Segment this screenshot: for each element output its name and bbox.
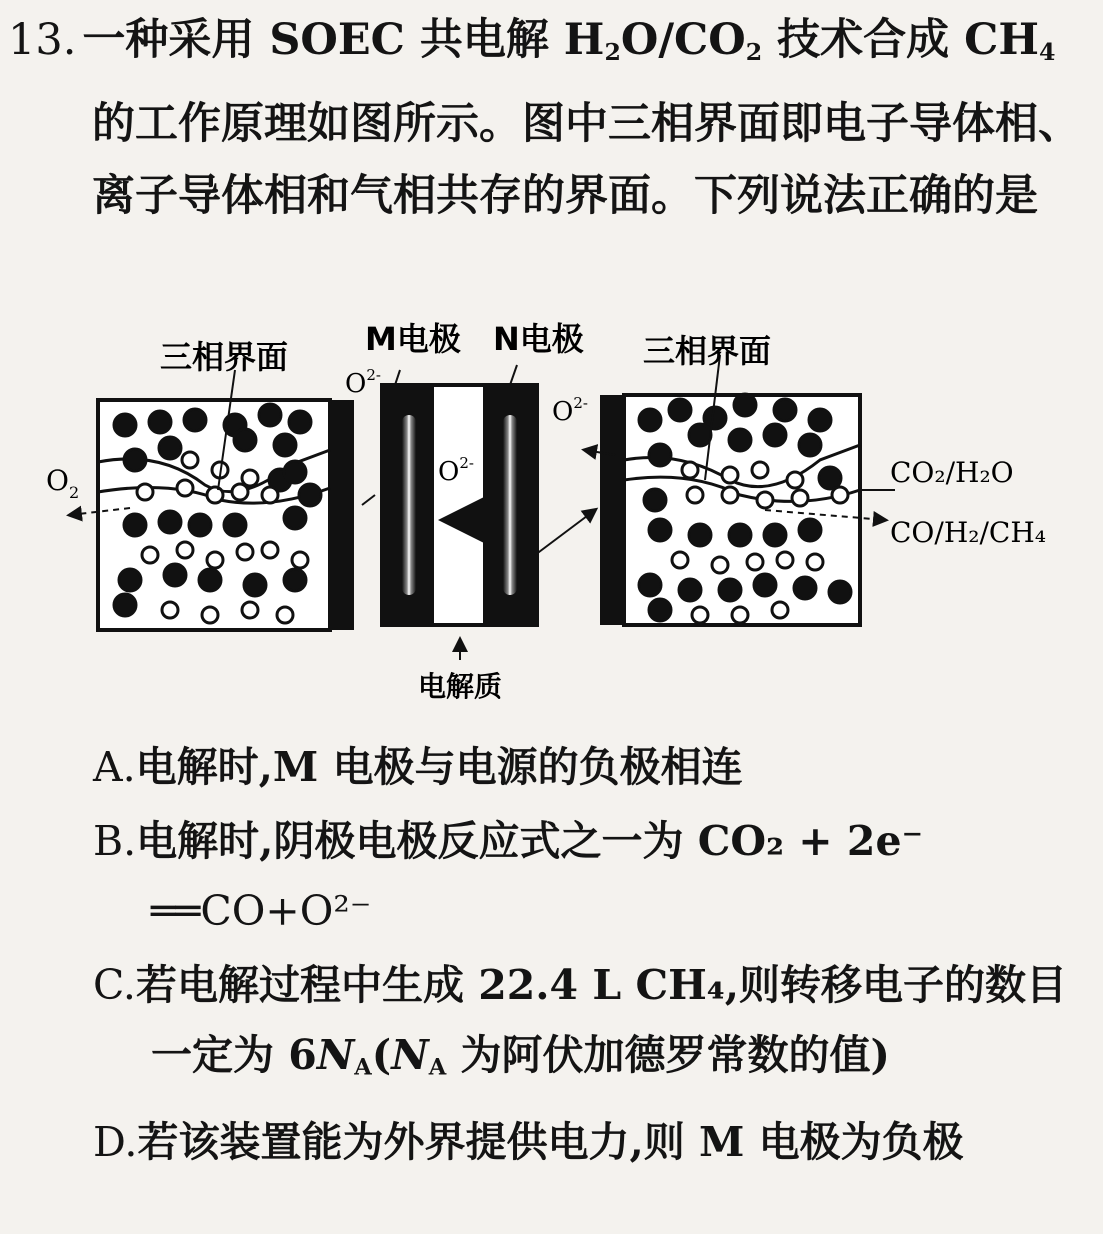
o2minus-label-left: $O^{2-}$ xyxy=(345,366,381,399)
option-a-text: 电解时,M 电极与电源的负极相连 xyxy=(135,743,743,791)
option-c-paren-na: N xyxy=(391,1031,429,1079)
electron-conductor-particle xyxy=(729,524,751,546)
electron-conductor-particle xyxy=(164,564,186,586)
electron-conductor-particle xyxy=(729,429,751,451)
electron-conductor-particle xyxy=(639,409,661,431)
ion-conductor-particle xyxy=(232,484,248,500)
electron-conductor-particle xyxy=(284,461,306,483)
ion-conductor-particle xyxy=(207,487,223,503)
ion-conductor-particle xyxy=(747,554,763,570)
m-electrode-plate xyxy=(330,400,354,630)
stem-sub-h2o: 2 xyxy=(604,37,621,66)
option-d-text: 若该装置能为外界提供电力,则 M 电极为负极 xyxy=(137,1117,964,1166)
electron-conductor-particle xyxy=(284,569,306,591)
electron-conductor-particle xyxy=(649,444,671,466)
electron-conductor-particle xyxy=(689,424,711,446)
electron-conductor-particle xyxy=(189,514,211,536)
option-b[interactable] xyxy=(93,806,1093,946)
electron-conductor-particle xyxy=(764,424,786,446)
ion-conductor-particle xyxy=(207,552,223,568)
ion-conductor-particle xyxy=(672,552,688,568)
ion-conductor-particle xyxy=(182,452,198,468)
n-electrode-label: N电极 xyxy=(493,320,584,358)
electron-conductor-particle xyxy=(799,434,821,456)
ion-conductor-particle xyxy=(162,602,178,618)
electron-conductor-particle xyxy=(114,594,136,616)
ion-conductor-particle xyxy=(832,487,848,503)
electron-conductor-particle xyxy=(734,394,756,416)
ion-conductor-particle xyxy=(292,552,308,568)
electron-conductor-particle xyxy=(289,411,311,433)
ion-conductor-particle xyxy=(772,602,788,618)
option-d-letter: D. xyxy=(93,1117,138,1166)
ion-conductor-particle xyxy=(752,462,768,478)
option-b-formula: ══CO+O²⁻ xyxy=(151,887,372,935)
n-electrode-plate xyxy=(600,395,624,625)
option-a-letter: A. xyxy=(93,743,136,791)
electron-conductor-particle xyxy=(199,569,221,591)
o2minus-label-right: $O^{2-}$ xyxy=(552,394,588,427)
ion-conductor-particle xyxy=(807,554,823,570)
option-c-paren-text: 为阿伏加德罗常数的值) xyxy=(446,1031,890,1079)
electron-conductor-particle xyxy=(794,577,816,599)
electron-conductor-particle xyxy=(159,511,181,533)
right-input-label: CO₂/H₂O xyxy=(890,456,1014,489)
ion-conductor-particle xyxy=(787,472,803,488)
electron-conductor-particle xyxy=(114,414,136,436)
stem-sub-co2: 2 xyxy=(745,37,763,66)
electron-conductor-particle xyxy=(689,524,711,546)
ion-conductor-particle xyxy=(137,484,153,500)
ion-conductor-particle xyxy=(722,467,738,483)
electrolysis-diagram xyxy=(40,310,1080,710)
electron-conductor-particle xyxy=(244,574,266,596)
electrolyte-cell xyxy=(382,385,537,625)
electron-conductor-particle xyxy=(184,409,206,431)
option-b-text: 电解时,阴极电极反应式之一为 CO₂ + 2e⁻ xyxy=(136,817,924,865)
right-chamber xyxy=(600,394,860,625)
stem-text-2: O/CO xyxy=(620,15,746,65)
left-interface-label: 三相界面 xyxy=(160,338,289,376)
ion-conductor-particle xyxy=(682,462,698,478)
electron-conductor-particle xyxy=(719,579,741,601)
electron-conductor-particle xyxy=(819,467,841,489)
electron-conductor-particle xyxy=(649,599,671,621)
ion-conductor-particle xyxy=(177,480,193,496)
ion-conductor-particle xyxy=(687,487,703,503)
ion-conductor-particle xyxy=(792,490,808,506)
stem-text-4: 的工作原理如图所示。图中三相界面即电子导体相、离子导体相和气相共存的界面。下列说法正确的是 xyxy=(92,98,1081,221)
ion-conductor-particle xyxy=(262,542,278,558)
stem-text-1: 一种采用 SOEC 共电解 H xyxy=(82,15,605,65)
electron-conductor-particle xyxy=(124,449,146,471)
ion-conductor-particle xyxy=(277,607,293,623)
electron-conductor-particle xyxy=(639,574,661,596)
ion-conductor-particle xyxy=(777,552,793,568)
ion-conductor-particle xyxy=(757,492,773,508)
ion-conductor-particle xyxy=(202,607,218,623)
option-c-na: N xyxy=(316,1031,355,1079)
ion-conductor-particle xyxy=(242,602,258,618)
ion-conductor-particle xyxy=(142,547,158,563)
electrolyte-label: 电解质 xyxy=(418,670,503,703)
stem-text-3: 技术合成 CH xyxy=(762,15,1039,65)
electron-conductor-particle xyxy=(224,514,246,536)
option-c-paren-open: ( xyxy=(371,1031,392,1079)
electron-conductor-particle xyxy=(119,569,141,591)
o2-label: $O_2$ xyxy=(46,464,80,502)
m-electrode-label: M电极 xyxy=(365,320,461,358)
electron-conductor-particle xyxy=(799,519,821,541)
electron-conductor-particle xyxy=(149,411,171,433)
electron-conductor-particle xyxy=(259,404,281,426)
ion-conductor-particle xyxy=(712,557,728,573)
option-c[interactable] xyxy=(93,950,1093,1103)
option-c-paren-na-sub: A xyxy=(428,1054,447,1081)
electron-conductor-particle xyxy=(829,581,851,603)
electron-conductor-particle xyxy=(644,489,666,511)
ion-conductor-particle xyxy=(237,544,253,560)
question-number: 13. xyxy=(8,15,77,65)
ion-conductor-particle xyxy=(692,607,708,623)
ion-conductor-particle xyxy=(262,487,278,503)
electron-conductor-particle xyxy=(234,429,256,451)
electron-conductor-particle xyxy=(284,507,306,529)
electron-conductor-particle xyxy=(299,484,321,506)
option-b-letter: B. xyxy=(93,817,137,865)
electron-conductor-particle xyxy=(774,399,796,421)
electron-conductor-particle xyxy=(809,409,831,431)
electron-conductor-particle xyxy=(274,434,296,456)
right-output-label: CO/H₂/CH₄ xyxy=(890,516,1046,549)
option-a[interactable] xyxy=(93,732,1093,802)
ion-conductor-particle xyxy=(177,542,193,558)
electron-conductor-particle xyxy=(669,399,691,421)
right-interface-label: 三相界面 xyxy=(643,332,772,370)
option-c-letter: C. xyxy=(93,961,136,1009)
ion-conductor-particle xyxy=(722,487,738,503)
answer-options xyxy=(93,732,1093,1181)
stem-sub-ch4: 4 xyxy=(1038,37,1056,66)
ion-conductor-particle xyxy=(732,607,748,623)
electron-conductor-particle xyxy=(124,514,146,536)
option-c-na-sub: A xyxy=(354,1054,372,1081)
electron-conductor-particle xyxy=(649,519,671,541)
option-d[interactable] xyxy=(93,1107,1093,1177)
question-stem xyxy=(8,4,1093,232)
electron-conductor-particle xyxy=(754,574,776,596)
electron-conductor-particle xyxy=(159,437,181,459)
electron-conductor-particle xyxy=(679,579,701,601)
option-c-text: 若电解过程中生成 22.4 L CH₄,则转移电子的数目一定为 6 xyxy=(135,961,1068,1079)
o2minus-label-center: $O^{2-}$ xyxy=(438,454,474,487)
electron-conductor-particle xyxy=(764,524,786,546)
